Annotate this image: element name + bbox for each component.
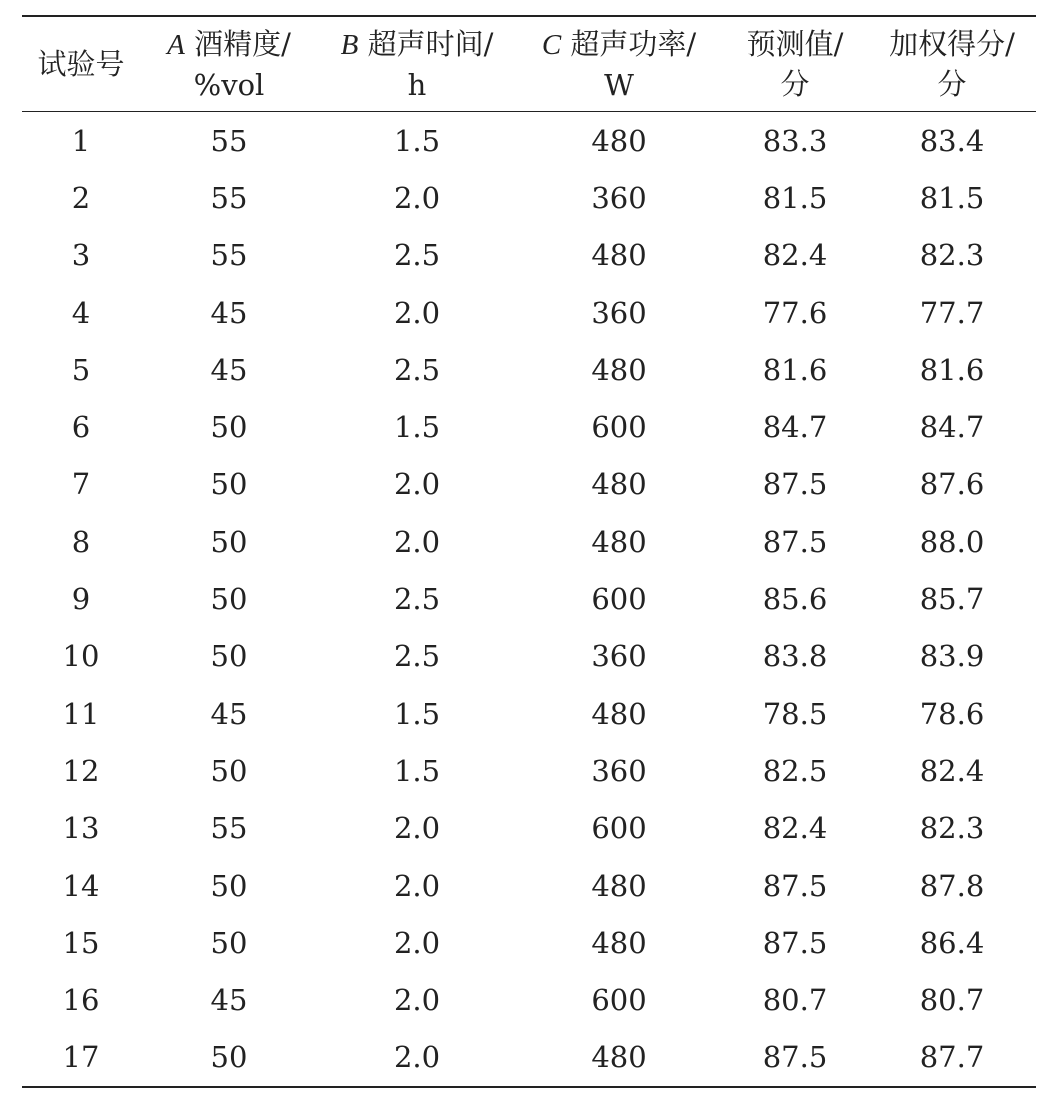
trial-no-cell: 10 — [62, 639, 100, 674]
table-row — [22, 169, 1036, 226]
weighted-score-cell: 83.4 — [919, 123, 985, 158]
trial-no-cell: 6 — [71, 410, 91, 445]
trial-no-cell: 5 — [71, 352, 91, 387]
power-cell: 360 — [591, 753, 647, 788]
power-cell: 600 — [591, 811, 647, 846]
table-row — [22, 513, 1036, 570]
table-row — [22, 1029, 1036, 1087]
power-cell: 600 — [591, 582, 647, 617]
table-row — [22, 398, 1036, 455]
power-cell: 480 — [591, 1040, 647, 1075]
time-cell: 2.0 — [393, 925, 441, 960]
trial-no-cell: 17 — [62, 1040, 100, 1075]
predicted-cell: 87.5 — [762, 925, 828, 960]
power-cell: 360 — [591, 639, 647, 674]
alcohol-cell: 45 — [210, 295, 248, 330]
time-cell: 1.5 — [393, 753, 441, 788]
predicted-cell: 84.7 — [762, 410, 828, 445]
weighted-score-cell: 81.5 — [919, 180, 985, 215]
power-cell: 480 — [591, 123, 647, 158]
trial-no-cell: 12 — [62, 753, 100, 788]
time-cell: 2.0 — [393, 467, 441, 502]
weighted-score-cell: 85.7 — [919, 582, 985, 617]
weighted-score-cell: 87.8 — [919, 868, 985, 903]
trial-no-cell: 1 — [71, 123, 91, 158]
weighted-score-cell: 80.7 — [919, 983, 985, 1018]
header-power: C 超声功率/ W — [541, 26, 697, 102]
alcohol-cell: 55 — [210, 180, 248, 215]
predicted-cell: 82.4 — [762, 238, 828, 273]
predicted-cell: 81.6 — [762, 352, 828, 387]
trial-no-cell: 14 — [62, 868, 100, 903]
time-cell: 2.0 — [393, 1040, 441, 1075]
power-cell: 360 — [591, 180, 647, 215]
weighted-score-cell: 86.4 — [919, 925, 985, 960]
table-body — [22, 112, 1036, 1088]
predicted-cell: 83.8 — [762, 639, 828, 674]
variable-c: C — [541, 28, 562, 61]
trial-no-cell: 11 — [62, 696, 100, 731]
power-cell: 480 — [591, 352, 647, 387]
trial-no-cell: 7 — [71, 467, 91, 502]
time-cell: 2.0 — [393, 524, 441, 559]
weighted-score-cell: 88.0 — [919, 524, 985, 559]
time-cell: 1.5 — [393, 696, 441, 731]
power-cell: 360 — [591, 295, 647, 330]
alcohol-cell: 50 — [210, 868, 248, 903]
table-row — [22, 628, 1036, 685]
alcohol-cell: 50 — [210, 925, 248, 960]
predicted-cell: 82.4 — [762, 811, 828, 846]
alcohol-cell: 55 — [210, 238, 248, 273]
trial-no-cell: 16 — [62, 983, 100, 1018]
header-weighted-score: 加权得分/ 分 — [889, 27, 1015, 101]
alcohol-cell: 50 — [210, 524, 248, 559]
alcohol-cell: 45 — [210, 696, 248, 731]
trial-no-cell: 3 — [71, 238, 91, 273]
alcohol-cell: 45 — [210, 983, 248, 1018]
trial-no-cell: 13 — [62, 811, 100, 846]
predicted-cell: 83.3 — [762, 123, 828, 158]
alcohol-cell: 55 — [210, 811, 248, 846]
table-row — [22, 341, 1036, 398]
time-cell: 2.0 — [393, 295, 441, 330]
trial-no-cell: 15 — [62, 925, 100, 960]
trial-no-cell: 2 — [71, 180, 91, 215]
variable-b: B — [340, 28, 359, 61]
alcohol-cell: 55 — [210, 123, 248, 158]
power-cell: 600 — [591, 410, 647, 445]
table-row — [22, 284, 1036, 341]
time-cell: 2.0 — [393, 868, 441, 903]
trial-no-cell: 8 — [71, 524, 91, 559]
table-row — [22, 227, 1036, 284]
time-cell: 2.0 — [393, 180, 441, 215]
weighted-score-cell: 87.6 — [919, 467, 985, 502]
weighted-score-cell: 82.4 — [919, 753, 985, 788]
header-predicted: 预测值/ 分 — [746, 27, 844, 101]
time-cell: 1.5 — [393, 123, 441, 158]
weighted-score-cell: 81.6 — [919, 352, 985, 387]
alcohol-cell: 50 — [210, 1040, 248, 1075]
variable-a: A — [167, 28, 185, 61]
predicted-cell: 87.5 — [762, 467, 828, 502]
table-row — [22, 800, 1036, 857]
alcohol-cell: 50 — [210, 467, 248, 502]
results-table — [22, 15, 1036, 1088]
results-table-container — [22, 15, 1036, 1088]
time-cell: 2.5 — [393, 639, 441, 674]
predicted-cell: 85.6 — [762, 582, 828, 617]
weighted-score-cell: 83.9 — [919, 639, 985, 674]
trial-no-cell: 4 — [71, 295, 91, 330]
alcohol-cell: 50 — [210, 582, 248, 617]
table-row — [22, 112, 1036, 170]
table-row — [22, 914, 1036, 971]
weighted-score-cell: 87.7 — [919, 1040, 985, 1075]
header-time: B 超声时间/ h — [340, 26, 494, 102]
power-cell: 480 — [591, 238, 647, 273]
table-row — [22, 742, 1036, 799]
header-row — [22, 16, 1036, 112]
power-cell: 600 — [591, 983, 647, 1018]
table-row — [22, 570, 1036, 627]
weighted-score-cell: 82.3 — [919, 238, 985, 273]
alcohol-cell: 45 — [210, 352, 248, 387]
alcohol-cell: 50 — [210, 753, 248, 788]
predicted-cell: 81.5 — [762, 180, 828, 215]
predicted-cell: 78.5 — [762, 696, 828, 731]
predicted-cell: 82.5 — [762, 753, 828, 788]
time-cell: 2.5 — [393, 238, 441, 273]
predicted-cell: 77.6 — [762, 295, 828, 330]
time-cell: 2.5 — [393, 352, 441, 387]
time-cell: 2.5 — [393, 582, 441, 617]
power-cell: 480 — [591, 868, 647, 903]
alcohol-cell: 50 — [210, 410, 248, 445]
weighted-score-cell: 77.7 — [919, 295, 985, 330]
predicted-cell: 87.5 — [762, 524, 828, 559]
alcohol-cell: 50 — [210, 639, 248, 674]
power-cell: 480 — [591, 467, 647, 502]
trial-no-cell: 9 — [71, 582, 91, 617]
predicted-cell: 87.5 — [762, 868, 828, 903]
table-row — [22, 456, 1036, 513]
predicted-cell: 80.7 — [762, 983, 828, 1018]
table-row — [22, 685, 1036, 742]
time-cell: 2.0 — [393, 811, 441, 846]
power-cell: 480 — [591, 925, 647, 960]
weighted-score-cell: 82.3 — [919, 811, 985, 846]
header-trial-no: 试验号 — [37, 47, 125, 81]
weighted-score-cell: 78.6 — [919, 696, 985, 731]
time-cell: 2.0 — [393, 983, 441, 1018]
power-cell: 480 — [591, 524, 647, 559]
weighted-score-cell: 84.7 — [919, 410, 985, 445]
table-row — [22, 971, 1036, 1028]
power-cell: 480 — [591, 696, 647, 731]
predicted-cell: 87.5 — [762, 1040, 828, 1075]
table-row — [22, 857, 1036, 914]
time-cell: 1.5 — [393, 410, 441, 445]
header-alcohol: A 酒精度/ %vol — [167, 26, 291, 102]
